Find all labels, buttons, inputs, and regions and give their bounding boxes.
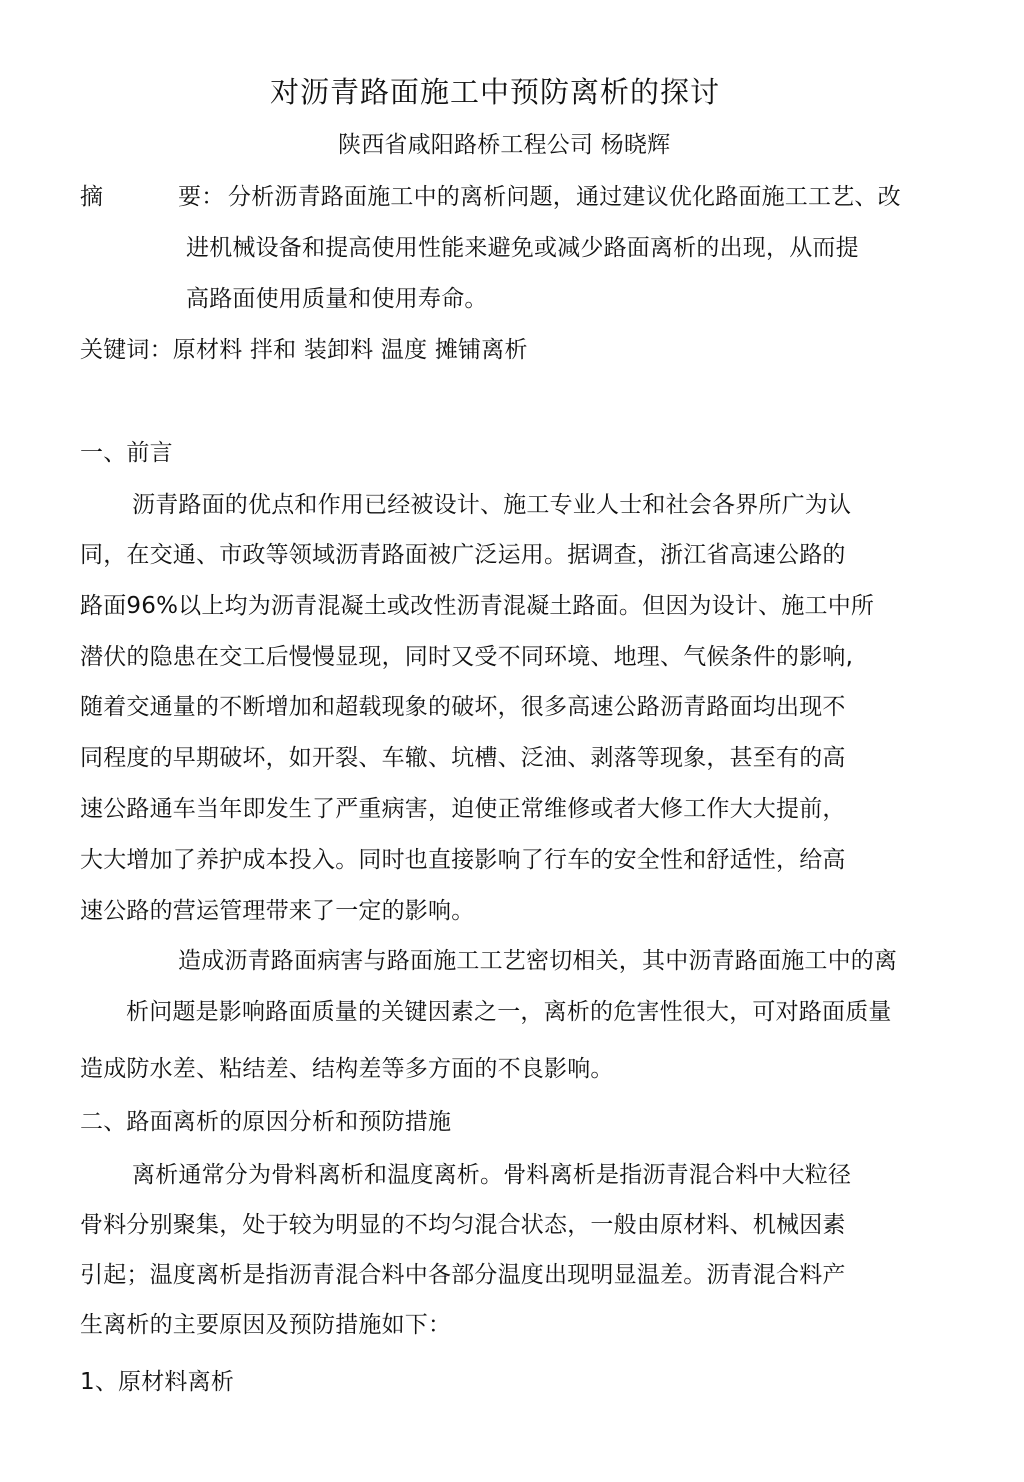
paragraph-line: 大大增加了养护成本投入。同时也直接影响了行车的安全性和舒适性，给高: [80, 847, 846, 873]
paragraph-line: 速公路的营运管理带来了一定的影响。: [80, 898, 475, 924]
paragraph-line: 离析通常分为骨料离析和温度离析。骨料离析是指沥青混合料中大粒径: [132, 1162, 852, 1188]
paragraph-line: 骨料分别聚集，处于较为明显的不均匀混合状态，一般由原材料、机械因素: [80, 1212, 846, 1238]
abstract-label-right: 要：: [178, 184, 225, 210]
subsection-heading: 1、原材料离析: [80, 1369, 235, 1395]
abstract-line-1: 分析沥青路面施工中的离析问题，通过建议优化路面施工工艺、改: [228, 184, 901, 210]
paragraph-line: 引起；温度离析是指沥青混合料中各部分温度出现明显温差。沥青混合料产: [80, 1262, 846, 1288]
paragraph-line: 潜伏的隐患在交工后慢慢显现，同时又受不同环境、地理、气候条件的影响,: [80, 644, 854, 670]
paragraph-line: 析问题是影响路面质量的关键因素之一，离析的危害性很大，可对路面质量: [126, 999, 892, 1025]
section-1-heading: 一、前言: [80, 440, 173, 466]
section-2-heading: 二、路面离析的原因分析和预防措施: [80, 1109, 452, 1135]
paragraph-line: 速公路通车当年即发生了严重病害，迫使正常维修或者大修工作大大提前，: [80, 796, 846, 822]
paragraph-line: 同，在交通、市政等领域沥青路面被广泛运用。据调查，浙江省高速公路的: [80, 542, 846, 568]
abstract-line-2: 进机械设备和提高使用性能来避免或减少路面离析的出现，从而提: [186, 235, 859, 261]
abstract-label-left: 摘: [80, 184, 104, 210]
paragraph-line: 同程度的早期破坏，如开裂、车辙、坑槽、泛油、剥落等现象，甚至有的高: [80, 745, 846, 771]
paragraph-line: 随着交通量的不断增加和超载现象的破坏，很多高速公路沥青路面均出现不: [80, 694, 846, 720]
paragraph-line: 生离析的主要原因及预防措施如下：: [80, 1312, 452, 1338]
document-title: 对沥青路面施工中预防离析的探讨: [270, 75, 721, 109]
paragraph-line: 造成沥青路面病害与路面施工工艺密切相关，其中沥青路面施工中的离: [178, 948, 898, 974]
paragraph-line: 路面96%以上均为沥青混凝土或改性沥青混凝土路面。但因为设计、施工中所: [80, 593, 875, 619]
author-line: 陕西省咸阳路桥工程公司 杨晓辉: [338, 132, 671, 158]
paragraph-line: 造成防水差、粘结差、结构差等多方面的不良影响。: [80, 1056, 614, 1082]
abstract-line-3: 高路面使用质量和使用寿命。: [186, 286, 488, 312]
paragraph-line: 沥青路面的优点和作用已经被设计、施工专业人士和社会各界所广为认: [132, 492, 852, 518]
keywords-line: 关键词：原材料 拌和 装卸料 温度 摊铺离析: [80, 337, 528, 363]
